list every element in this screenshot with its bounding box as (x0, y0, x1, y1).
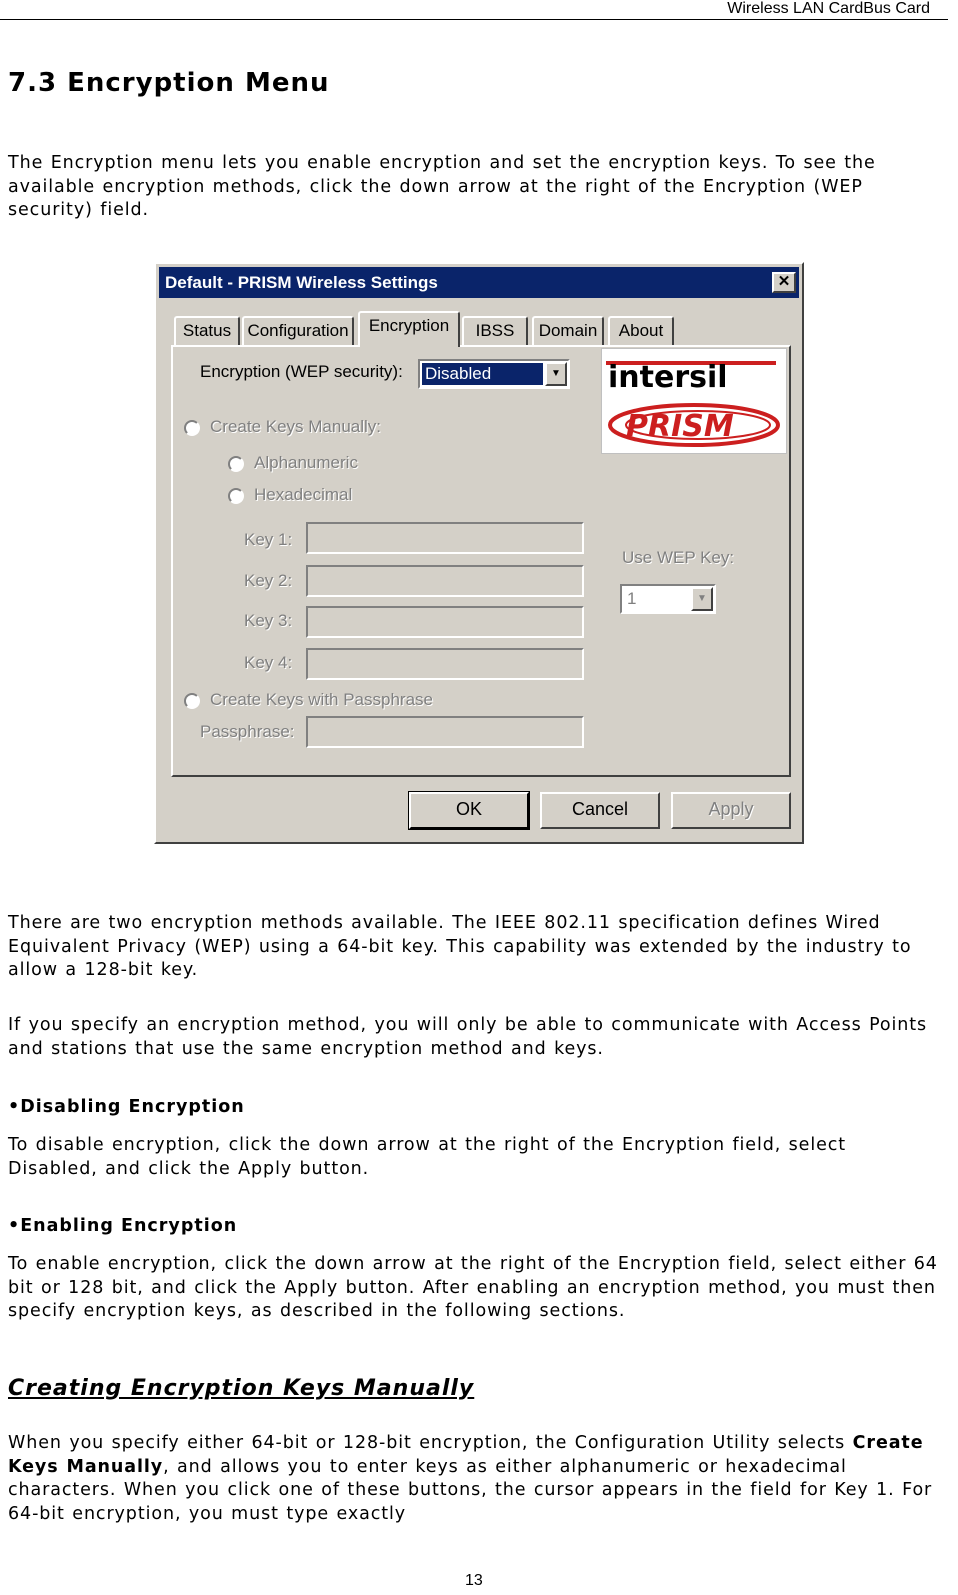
page-number: 13 (465, 1572, 483, 1589)
encryption-select[interactable] (418, 359, 570, 389)
key3-field[interactable] (306, 606, 584, 638)
page-header (0, 0, 948, 20)
header-title: Wireless LAN CardBus Card (727, 0, 930, 17)
bullet-marker: • (8, 1216, 21, 1236)
compatibility-paragraph: If you specify an encryption method, you will only be able to communicate with Access Points and stations that use the same encryption method and keys. (8, 1015, 928, 1059)
tab-ibss[interactable]: IBSS (462, 316, 528, 345)
key4-field[interactable] (306, 648, 584, 680)
wireless-settings-dialog (154, 262, 804, 844)
enabling-title: Enabling Encryption (20, 1216, 238, 1236)
enabling-heading (8, 1216, 237, 1236)
close-icon: ✕ (777, 273, 791, 290)
tab-configuration[interactable]: Configuration (242, 316, 354, 345)
close-button[interactable] (772, 272, 796, 293)
use-wep-key-select[interactable] (620, 584, 716, 614)
dropdown-arrow-icon[interactable]: ▼ (691, 587, 713, 611)
create-keys-manually-emphasis: Create Keys Manually (8, 1433, 924, 1477)
key1-field[interactable] (306, 522, 584, 554)
section-title: 7.3 Encryption Menu (8, 68, 330, 98)
disabling-heading (8, 1097, 245, 1117)
enabling-paragraph: To enable encryption, click the down arrow at the right of the Encryption field, select either 64 bit or 128 bit, and click the Apply button. After enabling an encryption method, you must then specify encryption keys, as described in the following sections. (8, 1254, 938, 1321)
key2-field[interactable] (306, 565, 584, 597)
logo-text-intersil: intersil (608, 360, 728, 395)
key4-label: Key 4: (244, 653, 293, 672)
hexadecimal-label: Hexadecimal (254, 485, 353, 504)
alphanumeric-radio[interactable] (228, 456, 244, 472)
key2-label: Key 2: (244, 571, 293, 590)
ok-button[interactable]: OK (409, 792, 529, 829)
create-passphrase-radio[interactable] (184, 693, 200, 709)
create-manually-label: Create Keys Manually: (210, 417, 382, 436)
disabling-title: Disabling Encryption (20, 1097, 245, 1117)
tab-about[interactable]: About (608, 316, 674, 345)
hexadecimal-radio[interactable] (228, 488, 244, 504)
cancel-button[interactable]: Cancel (540, 792, 660, 829)
key3-label: Key 3: (244, 611, 293, 630)
tab-domain[interactable]: Domain (532, 316, 604, 345)
create-passphrase-label: Create Keys with Passphrase (210, 690, 433, 709)
alphanumeric-label: Alphanumeric (254, 453, 358, 472)
use-wep-key-label: Use WEP Key: (622, 548, 735, 567)
bullet-marker: • (8, 1097, 21, 1117)
key1-label: Key 1: (244, 530, 293, 549)
tab-encryption[interactable]: Encryption (358, 311, 460, 347)
manual-keys-paragraph: When you specify either 64-bit or 128-bit encryption, the Configuration Utility selects Create Keys Manually, and allows you to enter keys as either alphanumeric or hexadecimal characters. When you click one of these buttons, the cursor appears in the field for Key 1. For 64-bit encryption, you must type exactly (8, 1433, 933, 1524)
intersil-prism-logo (601, 348, 787, 454)
encryption-select-value: Disabled (422, 363, 543, 385)
dialog-titlebar (159, 267, 799, 298)
methods-paragraph: There are two encryption methods available. The IEEE 802.11 specification defines Wired Equivalent Privacy (WEP) using a 64-bit key. This capability was extended by the industry to allow a 128-bit key. (8, 913, 912, 980)
create-manually-radio[interactable] (184, 420, 200, 436)
logo-graphic (602, 349, 786, 453)
encryption-label: Encryption (WEP security): (200, 362, 403, 381)
passphrase-field[interactable] (306, 716, 584, 748)
subsection-title: Creating Encryption Keys Manually (8, 1376, 475, 1401)
dialog-title: Default - PRISM Wireless Settings (165, 273, 438, 292)
intro-paragraph: The Encryption menu lets you enable encryption and set the encryption keys. To see the available encryption methods, click the down arrow at the right of the Encryption (WEP security) field. (8, 153, 876, 220)
disabling-paragraph: To disable encryption, click the down arrow at the right of the Encryption field, select Disabled, and click the Apply button. (8, 1135, 847, 1179)
logo-text-prism: PRISM (626, 409, 734, 444)
dropdown-arrow-icon[interactable]: ▼ (545, 362, 567, 386)
apply-button[interactable]: Apply (671, 792, 791, 829)
tab-status[interactable]: Status (174, 316, 240, 345)
use-wep-key-value: 1 (627, 589, 637, 608)
passphrase-label: Passphrase: (200, 722, 295, 741)
